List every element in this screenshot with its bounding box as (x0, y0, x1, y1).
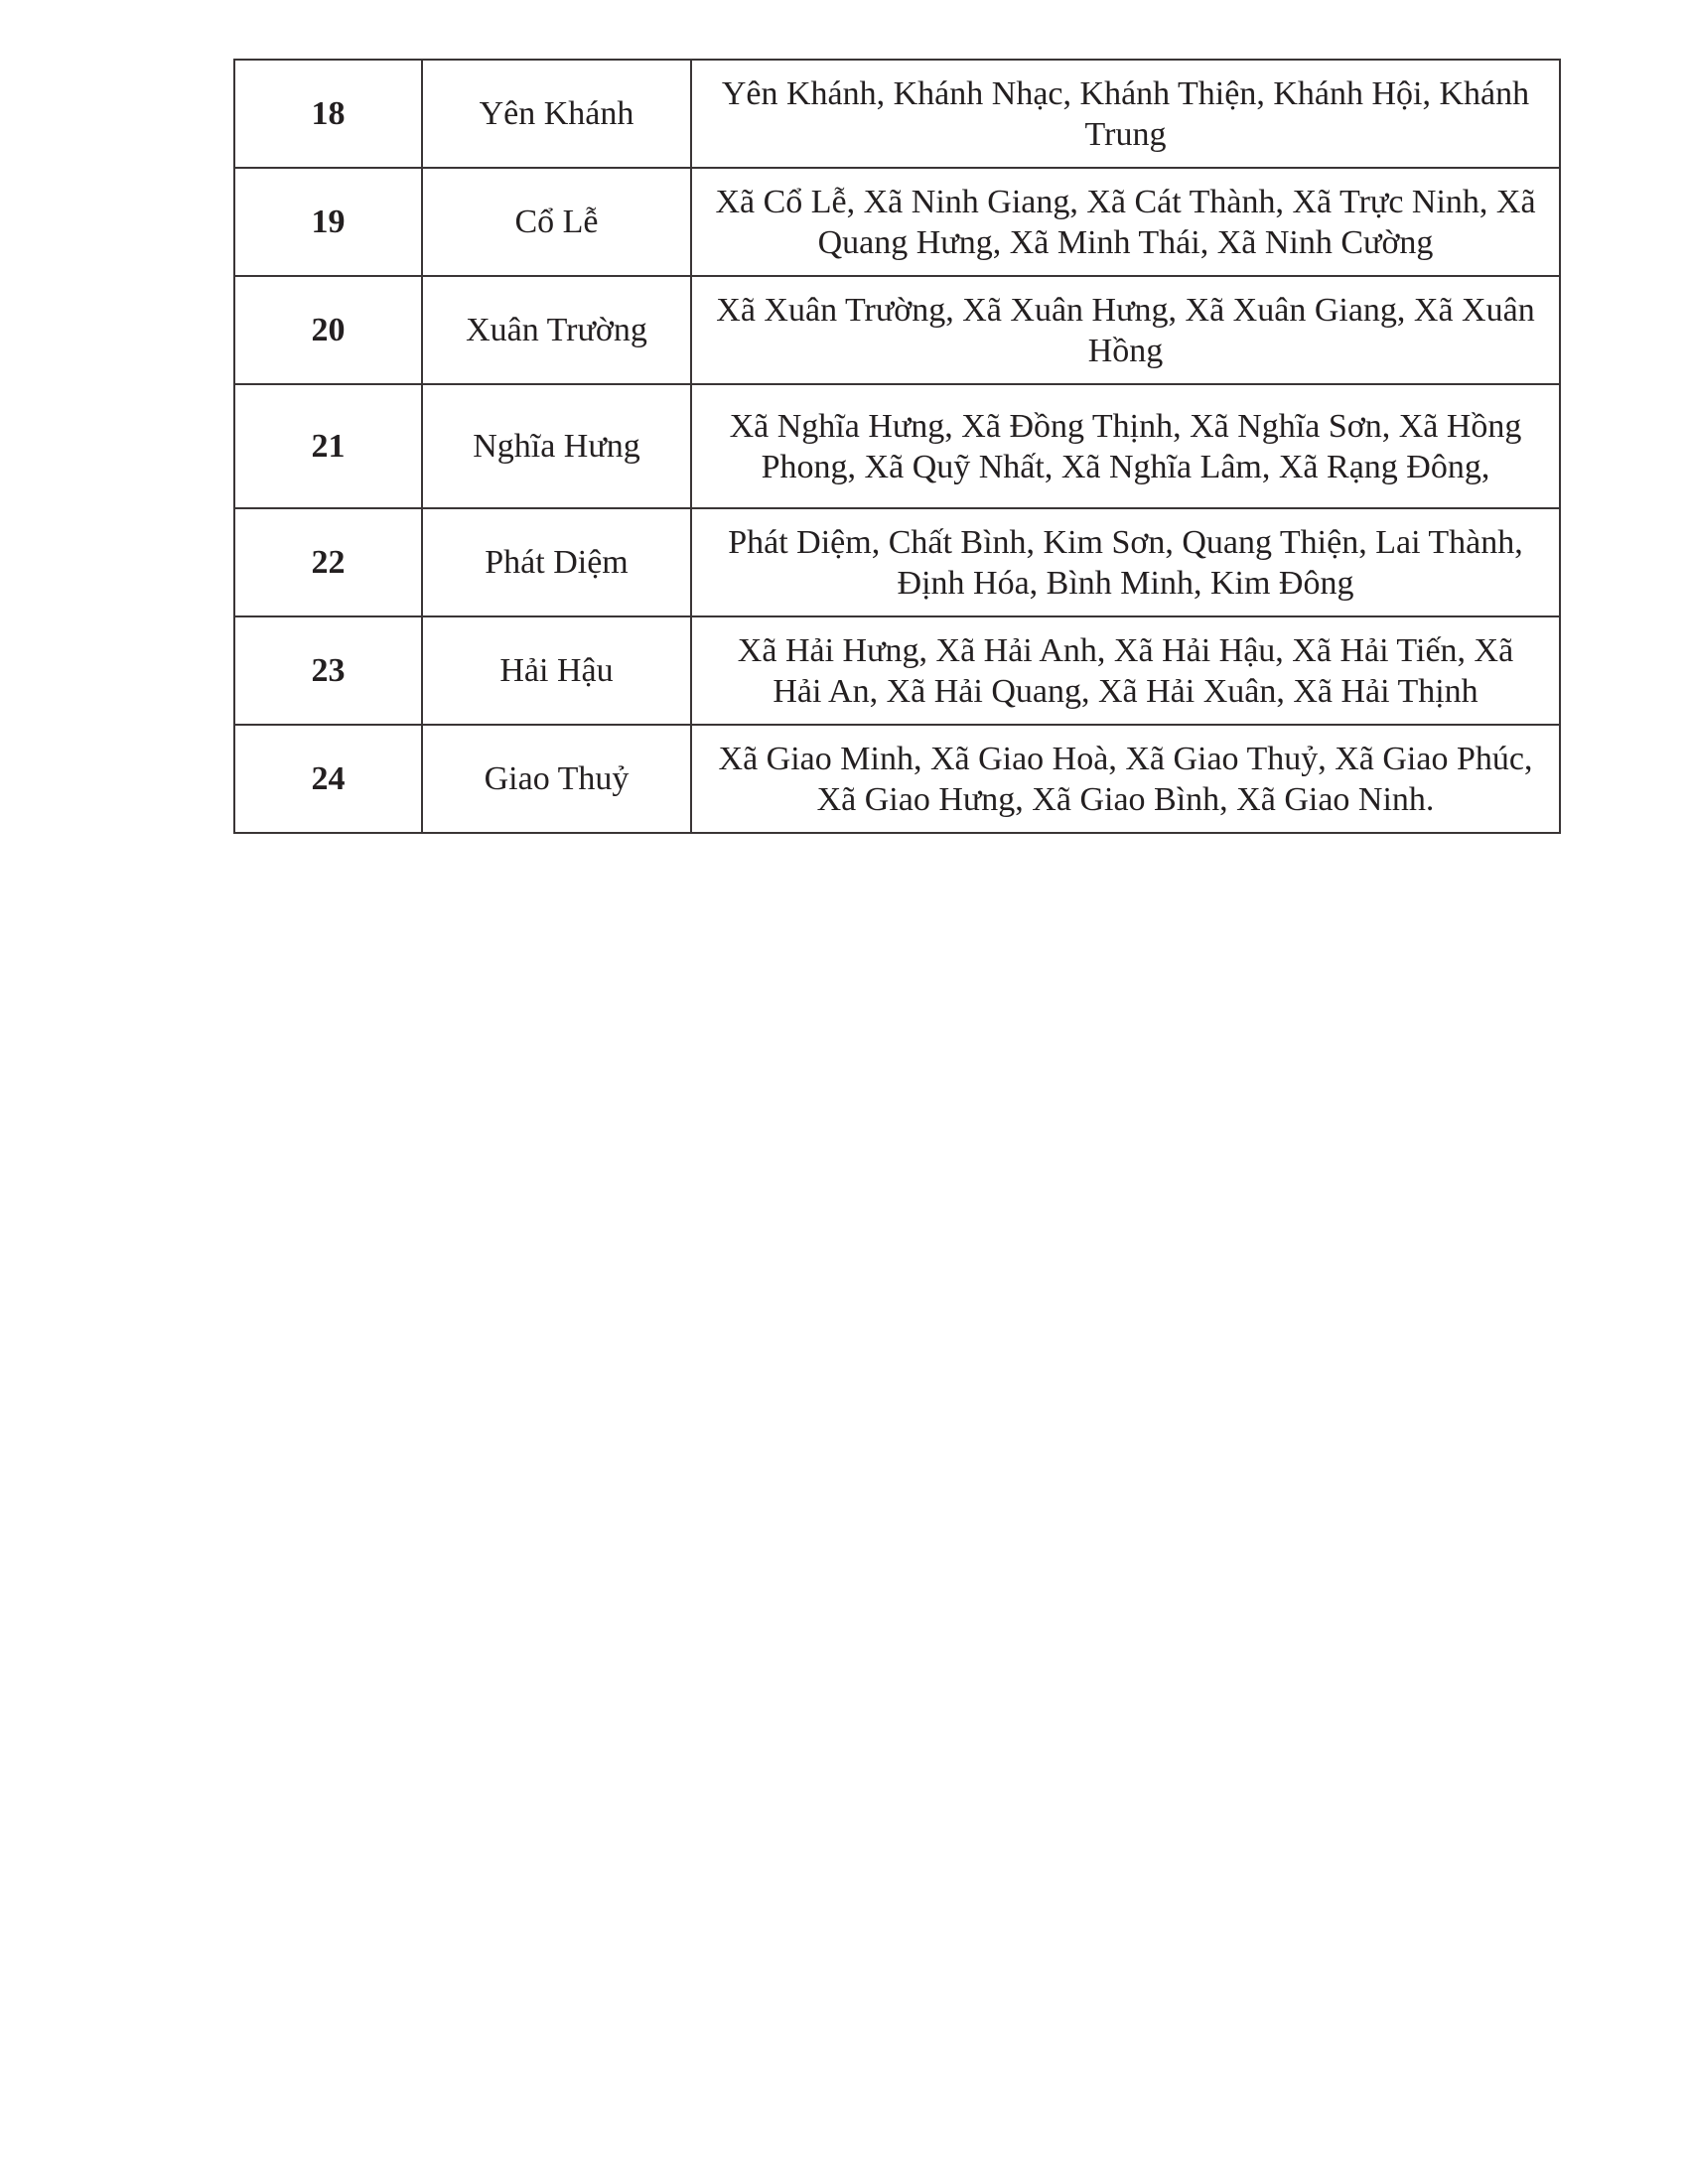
district-name: Hải Hậu (422, 616, 691, 725)
table-row (234, 60, 1560, 168)
commune-list: Xã Nghĩa Hưng, Xã Đồng Thịnh, Xã Nghĩa Sơn, Xã Hồng Phong, Xã Quỹ Nhất, Xã Nghĩa Lâm, Xã Rạng Đông, (691, 384, 1560, 508)
row-number: 23 (234, 616, 422, 725)
district-name: Giao Thuỷ (422, 725, 691, 833)
table-row (234, 276, 1560, 384)
table-row (234, 616, 1560, 725)
table-row (234, 168, 1560, 276)
district-name: Yên Khánh (422, 60, 691, 168)
commune-list: Xã Hải Hưng, Xã Hải Anh, Xã Hải Hậu, Xã Hải Tiến, Xã Hải An, Xã Hải Quang, Xã Hải Xuân, Xã Hải Thịnh (691, 616, 1560, 725)
commune-list: Xã Giao Minh, Xã Giao Hoà, Xã Giao Thuỷ, Xã Giao Phúc, Xã Giao Hưng, Xã Giao Bình, Xã Giao Ninh. (691, 725, 1560, 833)
commune-list: Xã Xuân Trường, Xã Xuân Hưng, Xã Xuân Giang, Xã Xuân Hồng (691, 276, 1560, 384)
row-number: 22 (234, 508, 422, 616)
row-number: 21 (234, 384, 422, 508)
district-name: Phát Diệm (422, 508, 691, 616)
district-table (233, 59, 1561, 834)
row-number: 19 (234, 168, 422, 276)
district-name: Nghĩa Hưng (422, 384, 691, 508)
row-number: 18 (234, 60, 422, 168)
row-number: 24 (234, 725, 422, 833)
table-row (234, 384, 1560, 508)
district-name: Cổ Lễ (422, 168, 691, 276)
table-row (234, 725, 1560, 833)
row-number: 20 (234, 276, 422, 384)
commune-list: Phát Diệm, Chất Bình, Kim Sơn, Quang Thiện, Lai Thành, Định Hóa, Bình Minh, Kim Đông (691, 508, 1560, 616)
district-name: Xuân Trường (422, 276, 691, 384)
table-row (234, 508, 1560, 616)
commune-list: Yên Khánh, Khánh Nhạc, Khánh Thiện, Khánh Hội, Khánh Trung (691, 60, 1560, 168)
commune-list: Xã Cổ Lễ, Xã Ninh Giang, Xã Cát Thành, Xã Trực Ninh, Xã Quang Hưng, Xã Minh Thái, Xã Ninh Cường (691, 168, 1560, 276)
